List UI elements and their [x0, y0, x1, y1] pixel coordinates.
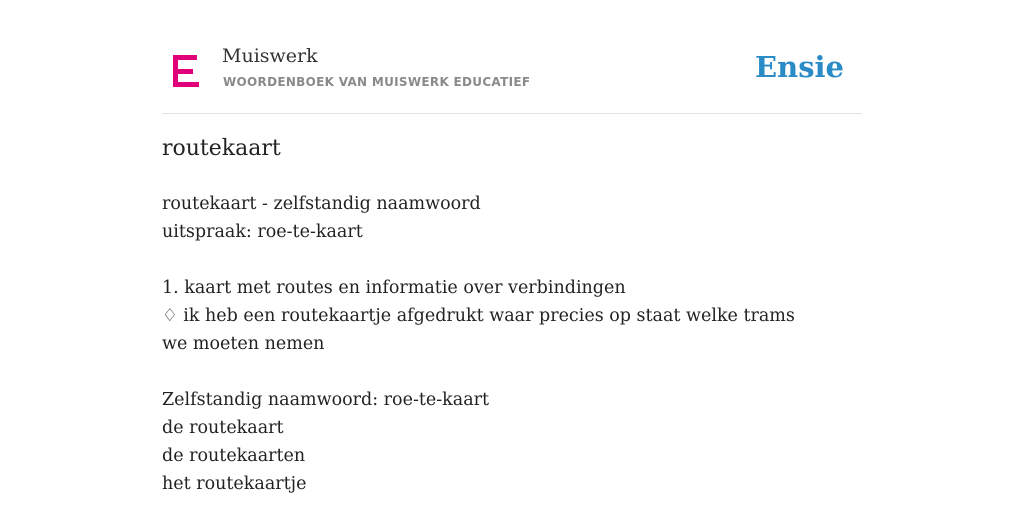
example-line: ♢ ik heb een routekaartje afgedrukt waar precies op staat welke trams we moeten nemen	[162, 306, 795, 354]
form-line: het routekaartje	[162, 474, 307, 494]
spacer	[162, 358, 822, 386]
logo-bar-top	[173, 55, 197, 60]
form-line: de routekaart	[162, 418, 284, 438]
logo-bar-bottom	[173, 82, 199, 87]
logo-bar-middle	[173, 69, 193, 74]
ensie-logo-link[interactable]: Ensie	[755, 50, 844, 84]
form-line: de routekaarten	[162, 446, 306, 466]
site-header	[162, 0, 862, 114]
spacer	[162, 246, 822, 274]
grammar-heading: Zelfstandig naamwoord: roe-te-kaart	[162, 390, 490, 410]
brand-subtitle: WOORDENBOEK VAN MUISWERK EDUCATIEF	[223, 75, 531, 89]
headword-line: routekaart - zelfstandig naamwoord	[162, 194, 481, 214]
entry-body	[162, 190, 822, 498]
pronunciation-line: uitspraak: roe-te-kaart	[162, 222, 363, 242]
entry-title: routekaart	[162, 136, 281, 161]
muiswerk-logo-icon[interactable]	[173, 55, 199, 87]
definition-line: 1. kaart met routes en informatie over verbindingen	[162, 278, 626, 298]
brand-name[interactable]: Muiswerk	[222, 45, 318, 67]
